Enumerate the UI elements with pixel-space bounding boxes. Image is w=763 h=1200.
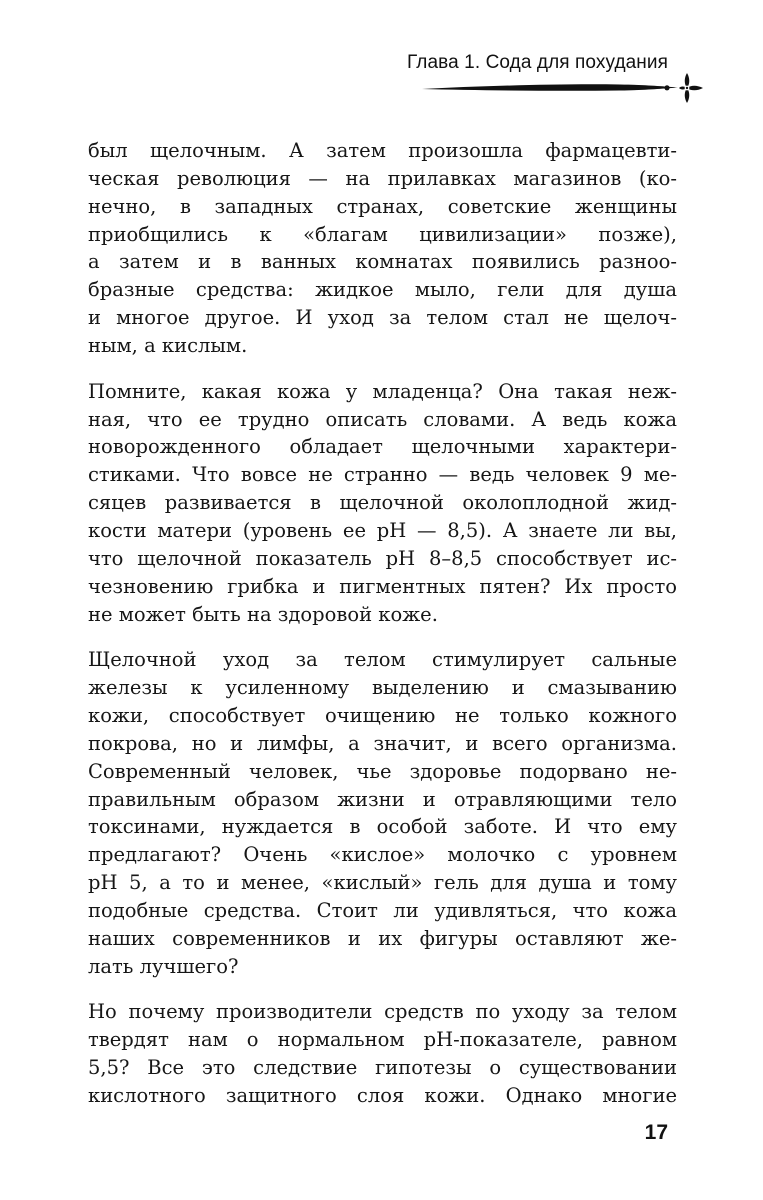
text-line: железы к усиленному выделению и смазыванию	[88, 676, 677, 700]
text-line: а затем и в ванных комнатах появились разноо-	[88, 250, 677, 274]
text-line: покрова, но и лимфы, а значит, и всего организма.	[88, 731, 677, 755]
text-line: лать лучшего?	[88, 954, 239, 978]
text-line: Но почему производители средств по уходу за телом	[88, 1000, 677, 1024]
text-line: Щелочной уход за телом стимулирует сальные	[88, 648, 677, 672]
text-line: pH 5, а то и менее, «кислый» гель для душа и тому	[88, 871, 677, 895]
text-line: и многое другое. И уход за телом стал не щелоч-	[88, 306, 677, 330]
fleuron-ornament-icon	[420, 70, 705, 106]
text-line: наших современников и их фигуры оставляют же-	[88, 926, 677, 950]
text-line: твердят нам о нормальном pH-показателе, равном	[88, 1028, 677, 1052]
text-line: Современный человек, чье здоровье подорвано не-	[88, 759, 677, 783]
text-line: кожи, способствует очищению не только кожного	[88, 704, 677, 728]
text-line: новорожденного обладает щелочными характери-	[88, 435, 677, 459]
text-line: ная, что ее трудно описать словами. А ведь кожа	[88, 407, 677, 431]
text-line: кости матери (уровень ее pH — 8,5). А знаете ли вы,	[88, 518, 677, 542]
text-line: кислотного защитного слоя кожи. Однако многие	[88, 1084, 677, 1107]
text-line: не может быть на здоровой коже.	[88, 602, 438, 626]
paragraph-3	[88, 646, 677, 980]
text-line: Помните, какая кожа у младенца? Она такая неж-	[88, 379, 677, 403]
page-number: 17	[644, 1121, 668, 1144]
text-line: 5,5? Все это следствие гипотезы о существовании	[88, 1056, 677, 1080]
text-line: бразные средства: жидкое мыло, гели для душа	[88, 278, 677, 302]
text-line: сяцев развивается в щелочной околоплодной жид-	[88, 491, 677, 515]
paragraph-1	[88, 137, 677, 360]
text-line: ческая революция — на прилавках магазинов (ко-	[88, 166, 677, 190]
text-line: ным, а кислым.	[88, 333, 248, 357]
text-line: правильным образом жизни и отравляющими тело	[88, 787, 677, 811]
text-line: подобные средства. Стоит ли удивляться, что кожа	[88, 898, 677, 922]
text-line: был щелочным. А затем произошла фармацевти-	[88, 139, 677, 162]
body-text	[88, 137, 677, 1128]
text-line: токсинами, нуждается в особой заботе. И что ему	[88, 815, 677, 839]
paragraph-2	[88, 378, 677, 629]
text-line: нечно, в западных странах, советские женщины	[88, 194, 677, 218]
text-line: чезновению грибка и пигментных пятен? Их просто	[88, 574, 677, 598]
text-line: что щелочной показатель pH 8–8,5 способствует ис-	[88, 546, 677, 570]
running-header: Глава 1. Сода для похудания	[406, 52, 668, 73]
text-line: стиками. Что вовсе не странно — ведь человек 9 ме-	[88, 463, 677, 487]
text-line: приобщились к «благам цивилизации» позже),	[88, 222, 677, 246]
text-line: предлагают? Очень «кислое» молочко с уровнем	[88, 843, 677, 867]
paragraph-4	[88, 998, 677, 1109]
